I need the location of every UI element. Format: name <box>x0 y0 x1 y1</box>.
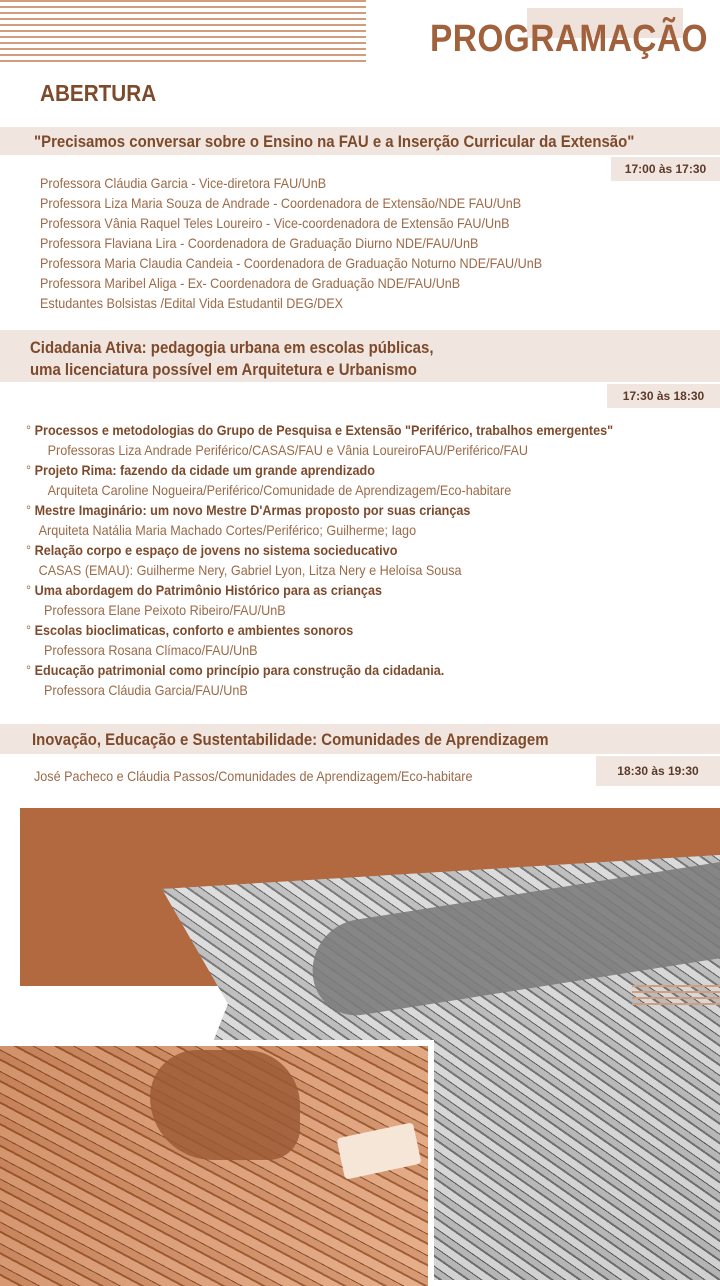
item-subtitle: Professora Rosana Clímaco/FAU/UnB <box>44 642 258 658</box>
header-stripes <box>0 0 366 62</box>
session-2-time: 17:30 às 18:30 <box>607 384 720 408</box>
item-title: ° Uma abordagem do Patrimônio Histórico para as crianças <box>26 580 613 600</box>
speaker-line: Professora Flaviana Lira - Coordenadora de Graduação Diurno NDE/FAU/UnB <box>40 235 479 251</box>
item-subtitle: Arquiteta Natália Maria Machado Cortes/Periférico; Guilherme; Iago <box>38 522 417 538</box>
session-3-time: 18:30 às 19:30 <box>596 756 720 786</box>
session-2-title-line1: Cidadania Ativa: pedagogia urbana em escolas públicas, <box>30 338 434 357</box>
item-subtitle: CASAS (EMAU): Guilherme Nery, Gabriel Lyon, Litza Nery e Heloísa Sousa <box>38 562 462 578</box>
item-title: ° Processos e metodologias do Grupo de Pesquisa e Extensão "Periférico, trabalhos emergentes" <box>26 420 613 440</box>
session-3-speakers <box>34 766 472 786</box>
speaker-line: Professora Cláudia Garcia - Vice-diretora FAU/UnB <box>40 175 327 191</box>
hand-photo-detail <box>150 1050 300 1160</box>
item-subtitle: Arquiteta Caroline Nogueira/Periférico/Comunidade de Aprendizagem/Eco-habitare <box>47 482 512 498</box>
speaker-line: Professora Vânia Raquel Teles Loureiro - Vice-coordenadora de Extensão FAU/UnB <box>40 215 510 231</box>
session-2-items <box>26 420 613 700</box>
speaker-line: José Pacheco e Cláudia Passos/Comunidades de Aprendizagem/Eco-habitare <box>34 768 473 784</box>
speaker-line: Professora Liza Maria Souza de Andrade - Coordenadora de Extensão/NDE FAU/UnB <box>40 195 522 211</box>
speaker-line: Professora Maribel Aliga - Ex- Coordenadora de Graduação NDE/FAU/UnB <box>40 275 461 291</box>
item-title: ° Relação corpo e espaço de jovens no sistema socieducativo <box>26 540 613 560</box>
side-stripes <box>632 985 720 1007</box>
item-subtitle: Professora Elane Peixoto Ribeiro/FAU/UnB <box>44 602 286 618</box>
item-subtitle: Professora Cláudia Garcia/FAU/UnB <box>44 682 248 698</box>
item-title: ° Educação patrimonial como princípio para construção da cidadania. <box>26 660 613 680</box>
session-1-speakers <box>40 173 542 313</box>
item-title: ° Escolas bioclimaticas, conforto e ambientes sonoros <box>26 620 613 640</box>
speaker-line: Estudantes Bolsistas /Edital Vida Estudantil DEG/DEX <box>40 295 344 311</box>
item-subtitle: Professoras Liza Andrade Periférico/CASAS/FAU e Vânia LoureiroFAU/Periférico/FAU <box>47 442 529 458</box>
item-title: ° Projeto Rima: fazendo da cidade um grande aprendizado <box>26 460 613 480</box>
section-heading: ABERTURA <box>40 80 157 106</box>
page-title: PROGRAMAÇÃO <box>430 18 708 60</box>
session-1-time: 17:00 às 17:30 <box>611 157 720 181</box>
item-title: ° Mestre Imaginário: um novo Mestre D'Armas proposto por suas crianças <box>26 500 613 520</box>
session-2-title-line2: uma licenciatura possível em Arquitetura e Urbanismo <box>30 360 417 379</box>
speaker-line: Professora Maria Claudia Candeia - Coordenadora de Graduação Noturno NDE/FAU/UnB <box>40 255 543 271</box>
session-1-title: "Precisamos conversar sobre o Ensino na FAU e a Inserção Curricular da Extensão" <box>34 132 635 151</box>
session-3-title: Inovação, Educação e Sustentabilidade: Comunidades de Aprendizagem <box>32 730 549 749</box>
